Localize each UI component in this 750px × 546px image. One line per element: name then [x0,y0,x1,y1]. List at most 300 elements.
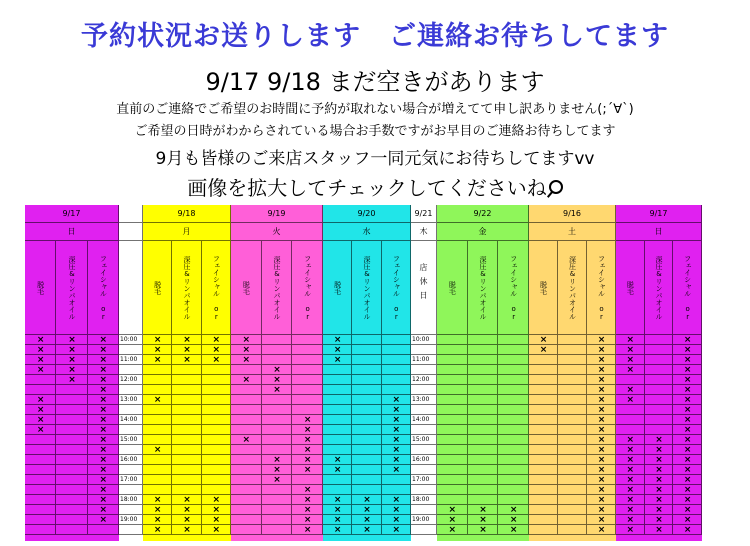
slot-cell [558,345,587,355]
booked-mark: × [597,355,606,365]
time-cell [411,455,437,465]
time-cell [411,335,437,345]
time-label: 16:00 [120,456,138,463]
booked-mark: × [333,345,342,355]
booked-mark: × [392,505,401,515]
booked-mark: × [683,395,692,405]
booked-mark: × [99,465,108,475]
booked-mark: × [363,515,371,525]
slot-cell [437,495,468,505]
time-label: 18:00 [120,496,138,503]
slot-cell [558,395,587,405]
booked-mark: × [683,385,692,395]
slot-cell [231,395,262,405]
slot-cell [172,415,201,425]
booked-mark: × [655,495,663,505]
booked-mark: × [99,485,108,495]
slot-cell [498,485,529,495]
booked-mark: × [183,525,191,535]
slot-cell [202,365,231,375]
slot-cell [558,385,587,395]
slot-cell [468,365,499,375]
service-label: フェイシャル or [587,241,616,335]
slot-cell [352,465,381,475]
booked-mark: × [183,505,191,515]
slot-cell [292,475,323,485]
booked-mark: × [626,475,635,485]
service-label: フェイシャル or [202,241,231,335]
slot-cell [143,385,172,395]
booked-mark: × [509,515,518,525]
booked-mark: × [392,525,401,535]
service-label: フェイシャル or [382,241,411,335]
time-cell [411,385,437,395]
slot-cell [382,335,411,345]
slot-cell [56,505,87,515]
booked-mark: × [479,505,487,515]
time-cell [411,425,437,435]
slot-cell [558,365,587,375]
booked-mark: × [273,475,281,485]
slot-cell [172,475,201,485]
time-label: 11:00 [412,356,430,363]
slot-cell [558,505,587,515]
slot-cell [202,455,231,465]
slot-cell [262,395,293,405]
time-cell [119,435,143,445]
booked-mark: × [539,335,548,345]
time-label: 14:00 [412,416,430,423]
booked-mark: × [655,455,663,465]
slot-cell [56,425,87,435]
slot-cell [529,495,558,505]
slot-cell [202,385,231,395]
slot-cell [529,355,558,365]
booked-mark: × [539,345,548,355]
booked-mark: × [597,435,606,445]
time-cell [119,405,143,415]
booked-mark: × [597,525,606,535]
slot-cell [645,395,674,405]
booked-mark: × [655,445,663,455]
booked-mark: × [183,515,191,525]
slot-cell [172,485,201,495]
slot-cell [498,355,529,365]
label-cell [119,241,143,335]
slot-cell [529,435,558,445]
time-cell [119,425,143,435]
time-cell [119,415,143,425]
time-cell [411,355,437,365]
slot-cell [437,365,468,375]
service-label: 脱毛 [529,241,558,335]
service-label: 深圧&リンパオイル [558,241,587,335]
slot-cell [529,405,558,415]
slot-cell [498,385,529,395]
day-column [616,205,702,541]
slot-cell [172,385,201,395]
booked-mark: × [99,375,108,385]
booked-mark: × [597,405,606,415]
slot-cell [437,335,468,345]
slot-cell [529,425,558,435]
service-label: フェイシャル or [88,241,119,335]
date-header: 9/18 [143,205,231,223]
slot-cell [645,405,674,415]
slot-cell [352,415,381,425]
slot-cell [558,355,587,365]
slot-cell [468,375,499,385]
slot-cell [352,445,381,455]
booked-mark: × [626,525,635,535]
slot-cell [529,475,558,485]
booked-mark: × [683,425,692,435]
time-cell [411,515,437,525]
slot-cell [498,455,529,465]
slot-cell [25,495,56,505]
slot-cell [262,425,293,435]
booked-mark: × [683,495,692,505]
date-header: 9/16 [529,205,616,223]
slot-cell [231,465,262,475]
service-label: 脱毛 [143,241,172,335]
slot-cell [56,395,87,405]
slot-cell [172,445,201,455]
booked-mark: × [99,395,108,405]
booked-mark: × [683,435,692,445]
day-column [411,205,437,541]
service-label: 深圧&リンパオイル [645,241,674,335]
slot-cell [323,485,352,495]
slot-cell [437,395,468,405]
service-label: 深圧&リンパオイル [352,241,381,335]
booked-mark: × [36,405,45,415]
booked-mark: × [212,495,221,505]
booked-mark: × [626,505,635,515]
slot-cell [382,365,411,375]
slot-cell [143,415,172,425]
slot-cell [231,525,262,535]
slot-cell [352,345,381,355]
slot-cell [616,425,645,435]
slot-cell [56,415,87,425]
slot-cell [437,405,468,415]
slot-cell [231,425,262,435]
booked-mark: × [242,435,251,445]
slot-cell [645,415,674,425]
slot-cell [437,485,468,495]
slot-cell [56,515,87,525]
time-cell [411,465,437,475]
booked-mark: × [683,525,692,535]
slot-cell [292,405,323,415]
service-label: 深圧&リンパオイル [172,241,201,335]
slot-cell [529,365,558,375]
booked-mark: × [273,365,281,375]
service-label: 深圧&リンパオイル [468,241,499,335]
slot-cell [352,355,381,365]
booked-mark: × [597,475,606,485]
time-cell [411,525,437,535]
slot-cell [143,435,172,445]
slot-cell [382,355,411,365]
slot-cell [56,455,87,465]
booked-mark: × [655,475,663,485]
booked-mark: × [683,345,692,355]
slot-cell [202,475,231,485]
slot-cell [645,355,674,365]
slot-cell [352,335,381,345]
closed-day-label: 店休日 [419,263,428,305]
slot-cell [558,425,587,435]
slot-cell [323,445,352,455]
booked-mark: × [683,415,692,425]
booked-mark: × [597,375,606,385]
slot-cell [172,435,201,445]
booked-mark: × [212,515,221,525]
slot-cell [231,495,262,505]
slot-cell [231,515,262,525]
booked-mark: × [153,445,162,455]
service-label: 脱毛 [323,241,352,335]
booked-mark: × [683,455,692,465]
slot-cell [172,455,201,465]
booked-mark: × [99,455,108,465]
booked-mark: × [392,495,401,505]
slot-cell [262,435,293,445]
booked-mark: × [99,385,108,395]
booked-mark: × [303,445,312,455]
time-cell [411,485,437,495]
booked-mark: × [99,475,108,485]
slot-cell [558,405,587,415]
booked-mark: × [626,445,635,455]
booked-mark: × [683,405,692,415]
time-label: 14:00 [120,416,138,423]
booked-mark: × [626,355,635,365]
booked-mark: × [509,505,518,515]
time-cell [119,345,143,355]
page-title: 予約状況お送りします ご連絡お待ちしてます [81,21,669,52]
booked-mark: × [333,465,342,475]
slot-cell [323,475,352,485]
slot-cell [292,395,323,405]
day-column [143,205,231,541]
slot-cell [529,485,558,495]
weekday-header: 日 [25,223,119,241]
booked-mark: × [153,395,162,405]
booked-mark: × [153,345,162,355]
booked-mark: × [655,515,663,525]
time-label: 15:00 [120,436,138,443]
booked-mark: × [99,415,108,425]
slot-cell [437,355,468,365]
slot-cell [352,395,381,405]
slot-cell [437,455,468,465]
time-cell [119,365,143,375]
slot-cell [231,505,262,515]
booked-mark: × [392,405,401,415]
service-label: 深圧&リンパオイル [262,241,293,335]
date-header: 9/21 [411,205,437,223]
slot-cell [558,515,587,525]
slot-cell [498,465,529,475]
slot-cell [645,345,674,355]
slot-cell [202,415,231,425]
time-cell [411,375,437,385]
slot-cell [25,485,56,495]
slot-cell [143,365,172,375]
booked-mark: × [36,345,45,355]
slot-cell [437,435,468,445]
slot-cell [529,525,558,535]
booked-mark: × [626,515,635,525]
booked-mark: × [448,515,457,525]
time-cell [119,395,143,405]
time-cell [119,355,143,365]
time-label: 16:00 [412,456,430,463]
date-header: 9/19 [231,205,323,223]
date-header: 9/20 [323,205,411,223]
slot-cell [529,385,558,395]
booked-mark: × [183,345,191,355]
slot-cell [56,445,87,455]
time-cell [119,375,143,385]
slot-cell [352,385,381,395]
booked-mark: × [683,475,692,485]
slot-cell [231,475,262,485]
weekday-header: 水 [323,223,411,241]
slot-cell [468,445,499,455]
slot-cell [558,495,587,505]
booked-mark: × [99,405,108,415]
time-cell [411,415,437,425]
booked-mark: × [303,505,312,515]
time-label: 10:00 [412,336,430,343]
time-label: 12:00 [120,376,138,383]
slot-cell [323,375,352,385]
slot-cell [437,415,468,425]
time-label: 10:00 [120,336,138,343]
booked-mark: × [626,455,635,465]
slot-cell [468,395,499,405]
time-cell [411,445,437,455]
slot-cell [616,415,645,425]
slot-cell [231,455,262,465]
booked-mark: × [153,525,162,535]
booked-mark: × [392,465,401,475]
time-label: 15:00 [412,436,430,443]
slot-cell [56,465,87,475]
slot-cell [437,445,468,455]
time-cell [411,345,437,355]
slot-cell [558,435,587,445]
slot-cell [143,405,172,415]
weekday-header: 日 [616,223,702,241]
slot-cell [558,335,587,345]
slot-cell [382,345,411,355]
booked-mark: × [273,455,281,465]
booked-mark: × [363,525,371,535]
booked-mark: × [683,375,692,385]
slot-cell [468,335,499,345]
slot-cell [172,375,201,385]
slot-cell [558,475,587,485]
booked-mark: × [99,355,108,365]
slot-cell [25,445,56,455]
booked-mark: × [597,365,606,375]
time-cell [411,395,437,405]
slot-cell [202,425,231,435]
booked-mark: × [153,495,162,505]
slot-cell [468,435,499,445]
booked-mark: × [36,415,45,425]
slot-cell [172,365,201,375]
time-cell [119,525,143,535]
booked-mark: × [183,355,191,365]
slot-cell [231,385,262,395]
booked-mark: × [626,345,635,355]
booked-mark: × [333,525,342,535]
slot-cell [231,365,262,375]
slot-cell [382,485,411,495]
slot-cell [231,415,262,425]
slot-cell [292,335,323,345]
slot-cell [202,435,231,445]
booked-mark: × [99,425,108,435]
slot-cell [529,465,558,475]
booked-mark: × [183,495,191,505]
slot-cell [25,375,56,385]
booked-mark: × [99,495,108,505]
slot-cell [323,425,352,435]
time-cell [119,515,143,525]
apology-message: 直前のご連絡でご希望のお時間に予約が取れない場合が増えてて申し訳ありません(;´∀`) [116,102,634,117]
booked-mark: × [392,455,401,465]
slot-cell [202,375,231,385]
time-cell [411,365,437,375]
time-cell [119,335,143,345]
booked-mark: × [448,505,457,515]
slot-cell [88,525,119,535]
service-label: 脱毛 [616,241,645,335]
time-label: 19:00 [412,516,430,523]
slot-cell [645,365,674,375]
booked-mark: × [99,445,108,455]
slot-cell [382,375,411,385]
slot-cell [323,415,352,425]
booked-mark: × [273,385,281,395]
slot-cell [468,345,499,355]
slot-cell [529,445,558,455]
slot-cell [616,375,645,385]
request-message: ご希望の日時がわからされている場合お手数ですがお早目のご連絡お待ちしてます [134,124,616,139]
slot-cell [143,455,172,465]
greeting-message: 9月も皆様のご来店スタッフ一同元気にお待ちしてますvv [155,149,595,169]
slot-cell [292,345,323,355]
slot-cell [143,475,172,485]
slot-cell [262,445,293,455]
booked-mark: × [392,425,401,435]
time-cell [119,505,143,515]
slot-cell [382,385,411,395]
booked-mark: × [153,505,162,515]
slot-cell [231,405,262,415]
booked-mark: × [655,485,663,495]
slot-cell [262,335,293,345]
slot-cell [558,465,587,475]
slot-cell [558,415,587,425]
